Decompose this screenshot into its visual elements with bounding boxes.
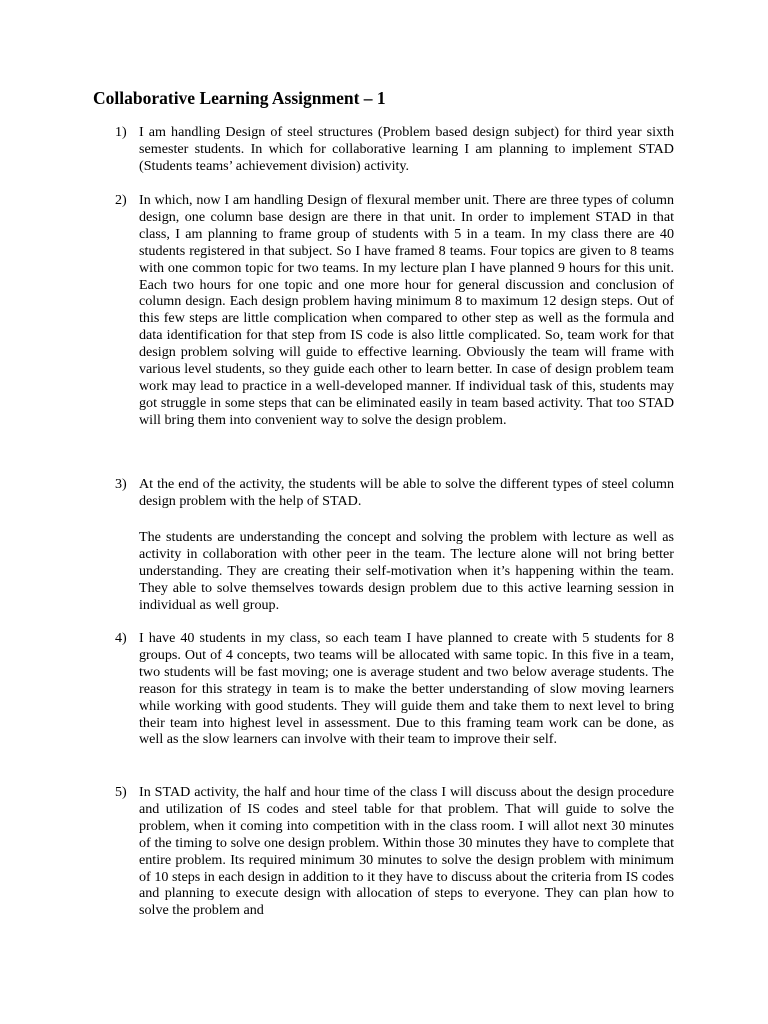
list-item-number: 3) <box>115 476 127 492</box>
list-item-number: 5) <box>115 784 127 800</box>
document-title: Collaborative Learning Assignment – 1 <box>93 88 386 108</box>
list-item-5 <box>115 784 674 919</box>
list-item-text: At the end of the activity, the students will be able to solve the different types of steel column design problem with the help of STAD. <box>139 476 674 509</box>
list-item-number: 1) <box>115 124 127 140</box>
list-item-3 <box>115 476 674 510</box>
list-item-number: 4) <box>115 630 127 646</box>
list-item-4 <box>115 630 674 748</box>
list-item-2 <box>115 192 674 429</box>
list-item-1 <box>115 124 674 175</box>
list-item-number: 2) <box>115 192 127 208</box>
list-item-text: I have 40 students in my class, so each team I have planned to create with 5 students for 8 groups. Out of 4 concepts, two teams will be allocated with same topic. In this five in a team, two students will be fast moving; one is average student and two below average students. The reason for this strategy in team is to make the better understanding of slow moving learners while working with good students. They will guide them and take them to next level to bring their team into highest level in assessment. Due to this framing team work can be done, as well as the slow learners can involve with their team to improve their self. <box>139 630 674 748</box>
item-3-continuation-paragraph: The students are understanding the concept and solving the problem with lecture as well as activity in collaboration with other peer in the team. The lecture alone will not bring better understanding. They are creating their self-motivation when it’s happening within the team. They able to solve themselves towards design problem due to this active learning session in individual as well group. <box>139 529 674 613</box>
list-item-text: In STAD activity, the half and hour time of the class I will discuss about the design procedure and utilization of IS codes and steel table for that problem. That will guide to solve the problem, when it coming into competition with in the class room. I will allot next 30 minutes of the timing to solve one design problem. Within those 30 minutes they have to complete that entire problem. Its required minimum 30 minutes to solve the design problem with minimum of 10 steps in each design in addition to it they have to discuss about the criteria from IS codes and planning to execute design with allocation of steps to everyone. They can plan how to solve the problem and <box>139 784 674 919</box>
list-item-text: I am handling Design of steel structures (Problem based design subject) for third year sixth semester students. In which for collaborative learning I am planning to implement STAD (Students teams’ achievement division) activity. <box>139 124 674 174</box>
list-item-text: In which, now I am handling Design of flexural member unit. There are three types of column design, one column base design are there in that unit. In order to implement STAD in that class, I am planning to frame group of students with 5 in a team. In my class there are 40 students registered in that subject. So I have framed 8 teams. Four topics are given to 8 teams with one common topic for two teams. In my lecture plan I have planned 9 hours for this unit. Each two hours for one topic and one more hour for general discussion and conclusion of column design. Each design problem having minimum 8 to maximum 12 design steps. Out of this few steps are little complication when compared to other step as well as the formula and data identification for that step from IS code is also little complicated. So, team work for that design problem solving will guide to effective learning. Obviously the team will frame with various level students, so they guide each other to learn better. In case of design problem team work may lead to practice in a well-developed manner. If individual task of this, students may got struggle in some steps that can be eliminated easily in team based activity. That too STAD will bring them into convenient way to solve the design problem. <box>139 192 674 428</box>
